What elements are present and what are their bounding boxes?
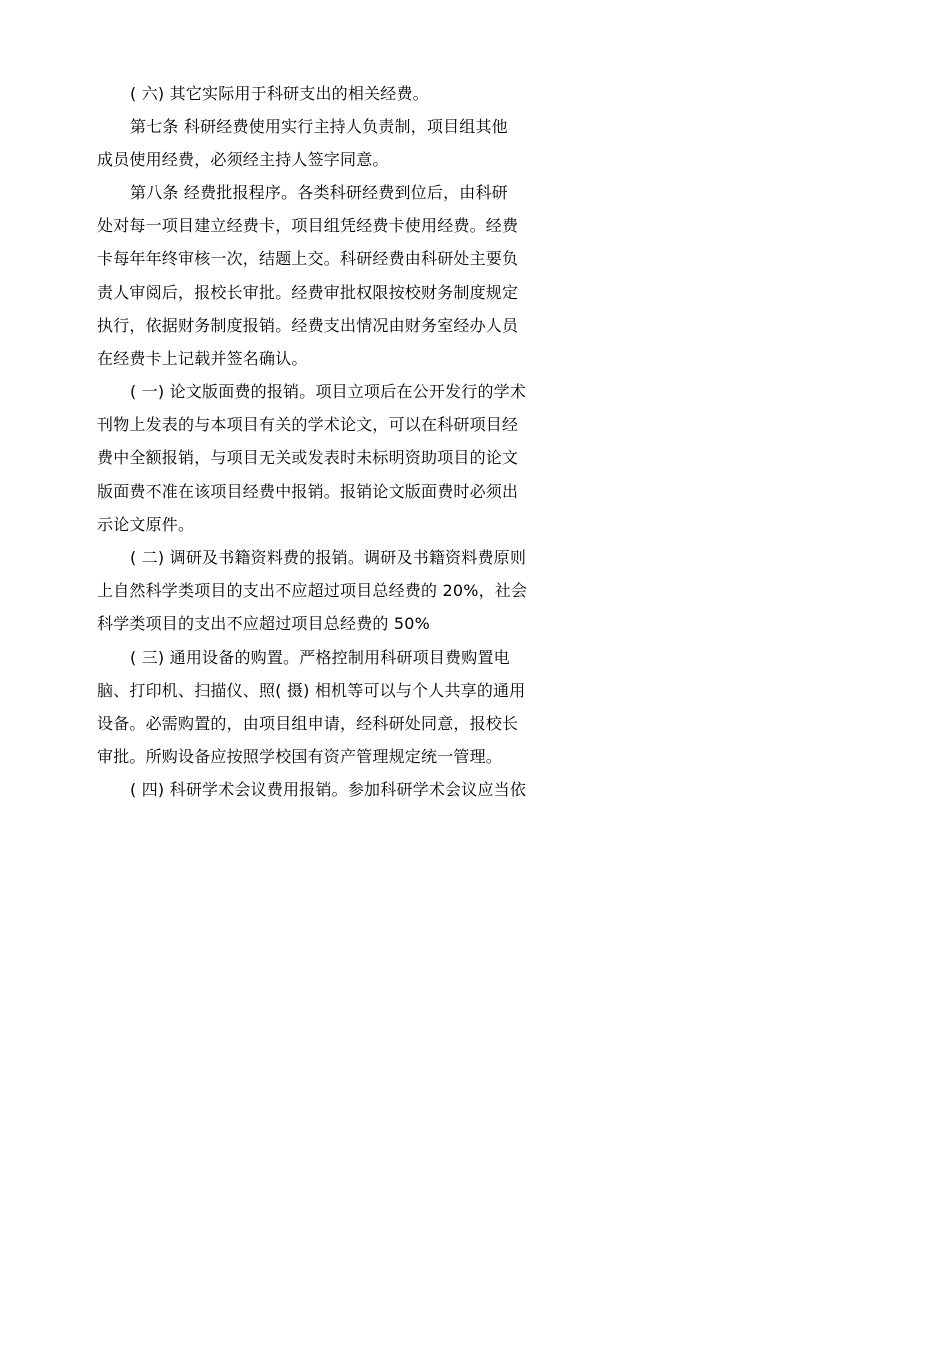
paragraph-line: ( 四) 科研学术会议费用报销。参加科研学术会议应当依 (130, 780, 527, 799)
paragraph-line: 执行，依据财务制度报销。经费支出情况由财务室经办人员 (97, 316, 519, 335)
paragraph-line: ( 六) 其它实际用于科研支出的相关经费。 (130, 84, 429, 103)
paragraph-line: 第七条 科研经费使用实行主持人负责制，项目组其他 (130, 117, 508, 136)
paragraph-line: 成员使用经费，必须经主持人签字同意。 (97, 150, 389, 169)
paragraph-line: 在经费卡上记载并签名确认。 (97, 349, 308, 368)
paragraph-line: 脑、打印机、扫描仪、照( 摄) 相机等可以与个人共享的通用 (97, 681, 526, 700)
paragraph-line: 责人审阅后，报校长审批。经费审批权限按校财务制度规定 (97, 283, 519, 302)
paragraph-line: 示论文原件。 (97, 515, 195, 534)
paragraph-line: 科学类项目的支出不应超过项目总经费的 50% (97, 614, 431, 633)
paragraph-line: ( 一) 论文版面费的报销。项目立项后在公开发行的学术 (130, 382, 527, 401)
paragraph-line: ( 三) 通用设备的购置。严格控制用科研项目费购置电 (130, 648, 510, 667)
paragraph-line: 第八条 经费批报程序。各类科研经费到位后，由科研 (130, 183, 508, 202)
paragraph-line: 费中全额报销，与项目无关或发表时未标明资助项目的论文 (97, 448, 519, 467)
paragraph-line: 上自然科学类项目的支出不应超过项目总经费的 20%，社会 (97, 581, 528, 600)
paragraph-line: 刊物上发表的与本项目有关的学术论文，可以在科研项目经 (97, 415, 519, 434)
paragraph-line: 处对每一项目建立经费卡，项目组凭经费卡使用经费。经费 (97, 216, 519, 235)
paragraph-line: 卡每年年终审核一次，结题上交。科研经费由科研处主要负 (97, 249, 519, 268)
paragraph-line: 设备。必需购置的，由项目组申请，经科研处同意，报校长 (97, 714, 519, 733)
paragraph-line: 审批。所购设备应按照学校国有资产管理规定统一管理。 (97, 747, 503, 766)
paragraph-line: ( 二) 调研及书籍资料费的报销。调研及书籍资料费原则 (130, 548, 527, 567)
paragraph-line: 版面费不准在该项目经费中报销。报销论文版面费时必须出 (97, 482, 519, 501)
